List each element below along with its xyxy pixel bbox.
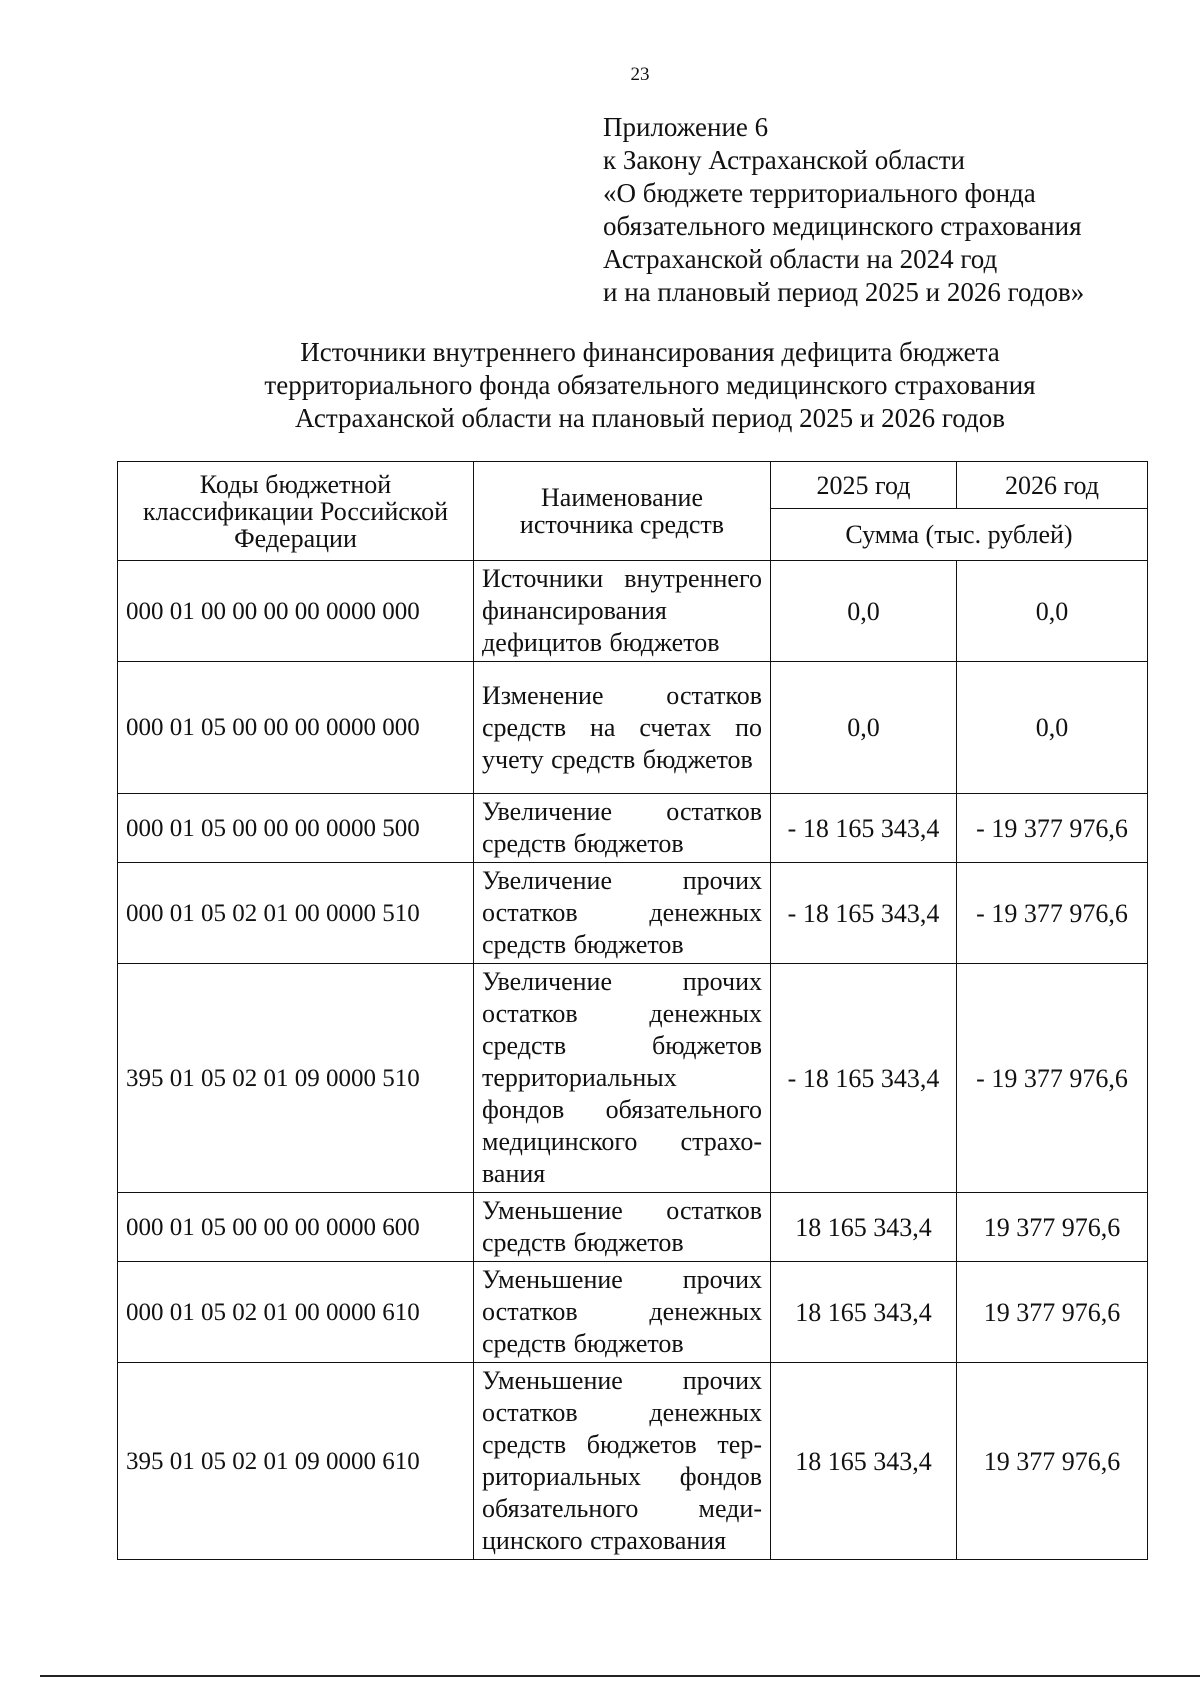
appendix-header <box>603 111 1163 309</box>
table-row <box>118 561 1148 662</box>
row-code: 395 01 05 02 01 09 0000 510 <box>118 964 474 1193</box>
row-amount-2026: - 19 377 976,6 <box>957 863 1148 964</box>
row-name: Уменьшение прочих остатков денежных средств бюджетов территориальных фондов обязательного медицинского страхования <box>474 1363 771 1560</box>
row-amount-2025: - 18 165 343,4 <box>771 964 957 1193</box>
bottom-rule <box>40 1675 1200 1677</box>
appendix-line: обязательного медицинского страхования <box>603 211 1082 241</box>
row-code: 000 01 00 00 00 00 0000 000 <box>118 561 474 662</box>
table-header <box>118 462 1148 561</box>
row-amount-2025: - 18 165 343,4 <box>771 863 957 964</box>
appendix-line: Приложение 6 <box>603 112 769 142</box>
row-amount-2026: - 19 377 976,6 <box>957 794 1148 863</box>
row-code: 000 01 05 00 00 00 0000 500 <box>118 794 474 863</box>
row-amount-2025: 0,0 <box>771 561 957 662</box>
title-line: Источники внутреннего финансирования дефицита бюджета <box>300 337 1000 367</box>
title-line: Астраханской области на плановый период 2025 и 2026 годов <box>295 403 1005 433</box>
header-name: Наименование источника средств <box>474 462 771 561</box>
row-amount-2025: 0,0 <box>771 662 957 794</box>
document-title <box>150 336 1150 435</box>
header-code: Коды бюджетной классификации Российской Федерации <box>118 462 474 561</box>
row-amount-2025: 18 165 343,4 <box>771 1262 957 1363</box>
sources-table <box>117 461 1148 1560</box>
row-name: Увеличение прочих остатков денежных средств бюджетов территориальных фондов обязательного медицинского страхования <box>474 964 771 1193</box>
row-amount-2026: 0,0 <box>957 561 1148 662</box>
row-code: 000 01 05 00 00 00 0000 600 <box>118 1193 474 1262</box>
table-row <box>118 863 1148 964</box>
page-number: 23 <box>630 64 650 85</box>
row-name: Увеличение прочих остатков денежных средств бюджетов <box>474 863 771 964</box>
table-row <box>118 1193 1148 1262</box>
table-row <box>118 1363 1148 1560</box>
row-name: Источники внутреннего финансирования дефицитов бюджетов <box>474 561 771 662</box>
appendix-line: Астраханской области на 2024 год <box>603 244 998 274</box>
row-amount-2026: 19 377 976,6 <box>957 1363 1148 1560</box>
row-code: 395 01 05 02 01 09 0000 610 <box>118 1363 474 1560</box>
row-code: 000 01 05 02 01 00 0000 610 <box>118 1262 474 1363</box>
title-line: территориального фонда обязательного медицинского страхования <box>264 370 1036 400</box>
row-amount-2026: 19 377 976,6 <box>957 1193 1148 1262</box>
row-amount-2025: 18 165 343,4 <box>771 1363 957 1560</box>
row-name: Изменение остатков средств на счетах по учету средств бюджетов <box>474 662 771 794</box>
table-row <box>118 794 1148 863</box>
table-row <box>118 662 1148 794</box>
row-name: Увеличение остатков средств бюджетов <box>474 794 771 863</box>
header-amount-unit: Сумма (тыс. рублей) <box>771 509 1148 561</box>
appendix-line: «О бюджете территориального фонда <box>603 178 1036 208</box>
table-row <box>118 1262 1148 1363</box>
appendix-line: и на плановый период 2025 и 2026 годов» <box>603 277 1085 307</box>
table-row <box>118 964 1148 1193</box>
row-amount-2025: 18 165 343,4 <box>771 1193 957 1262</box>
row-name: Уменьшение прочих остатков денежных средств бюджетов <box>474 1262 771 1363</box>
row-amount-2026: 0,0 <box>957 662 1148 794</box>
row-code: 000 01 05 00 00 00 0000 000 <box>118 662 474 794</box>
row-amount-2026: 19 377 976,6 <box>957 1262 1148 1363</box>
row-name: Уменьшение остатков средств бюджетов <box>474 1193 771 1262</box>
row-amount-2025: - 18 165 343,4 <box>771 794 957 863</box>
row-code: 000 01 05 02 01 00 0000 510 <box>118 863 474 964</box>
header-year-2026: 2026 год <box>957 462 1148 509</box>
row-amount-2026: - 19 377 976,6 <box>957 964 1148 1193</box>
header-year-2025: 2025 год <box>771 462 957 509</box>
appendix-line: к Закону Астраханской области <box>603 145 966 175</box>
